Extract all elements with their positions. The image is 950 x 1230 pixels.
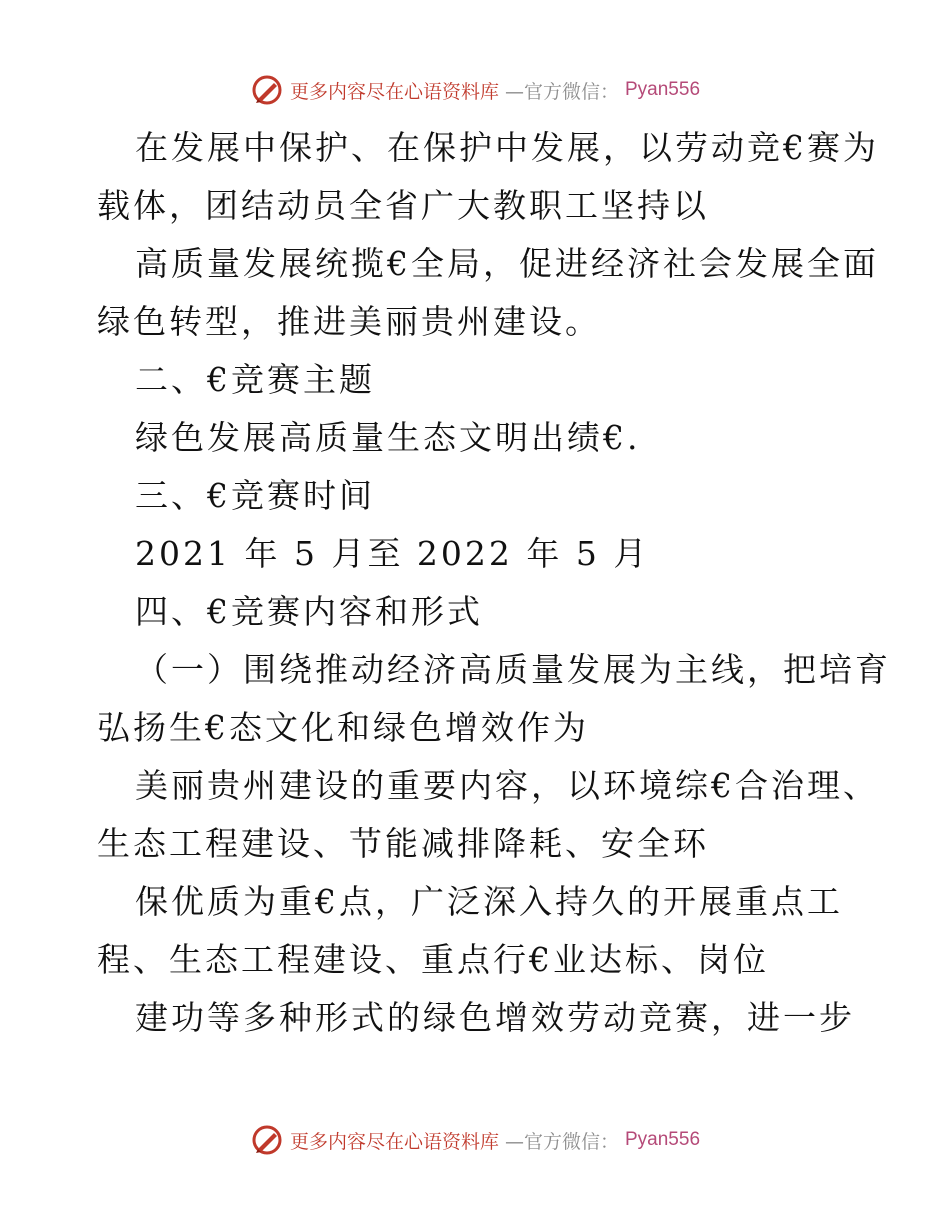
section-heading: 二、€竞赛主题 [135, 360, 375, 399]
paragraph-line: 美丽贵州建设的重要内容，以环境综€合治理、 [135, 766, 879, 805]
paragraph-line: 绿色发展高质量生态文明出绩€. [135, 418, 641, 457]
red-seal-pen-icon [250, 1123, 284, 1157]
header-watermark [0, 72, 950, 108]
paragraph-line: 程、生态工程建设、重点行€业达标、岗位 [97, 940, 769, 979]
watermark-text-main: 更多内容尽在心语资料库 [289, 80, 499, 103]
paragraph-line: （一）围绕推动经济高质量发展为主线，把培育 [135, 650, 891, 689]
paragraph-line: 生态工程建设、节能减排降耗、安全环 [97, 824, 709, 863]
red-seal-pen-icon [250, 73, 284, 107]
watermark-text-wechat-label: —官方微信： [504, 1130, 619, 1153]
watermark-text-main: 更多内容尽在心语资料库 [289, 1130, 499, 1153]
paragraph-line: 保优质为重€点，广泛深入持久的开展重点工 [135, 882, 843, 921]
section-heading: 三、€竞赛时间 [135, 476, 375, 515]
footer-watermark [0, 1122, 950, 1158]
paragraph-line: 在发展中保护、在保护中发展，以劳动竞€赛为 [135, 128, 879, 167]
section-heading: 四、€竞赛内容和形式 [135, 592, 483, 631]
paragraph-line: 高质量发展统揽€全局，促进经济社会发展全面 [135, 244, 879, 283]
paragraph-line: 弘扬生€态文化和绿色增效作为 [97, 708, 589, 747]
paragraph-line: 建功等多种形式的绿色增效劳动竞赛，进一步 [135, 998, 855, 1037]
paragraph-line: 绿色转型，推进美丽贵州建设。 [97, 302, 601, 341]
watermark-text-wechat-id: Pyan556 [625, 1129, 701, 1150]
watermark-text-wechat-id: Pyan556 [625, 79, 701, 100]
watermark-text-wechat-label: —官方微信： [504, 80, 619, 103]
paragraph-line: 2021 年 5 月至 2022 年 5 月 [135, 534, 650, 573]
paragraph-line: 载体，团结动员全省广大教职工坚持以 [97, 186, 709, 225]
